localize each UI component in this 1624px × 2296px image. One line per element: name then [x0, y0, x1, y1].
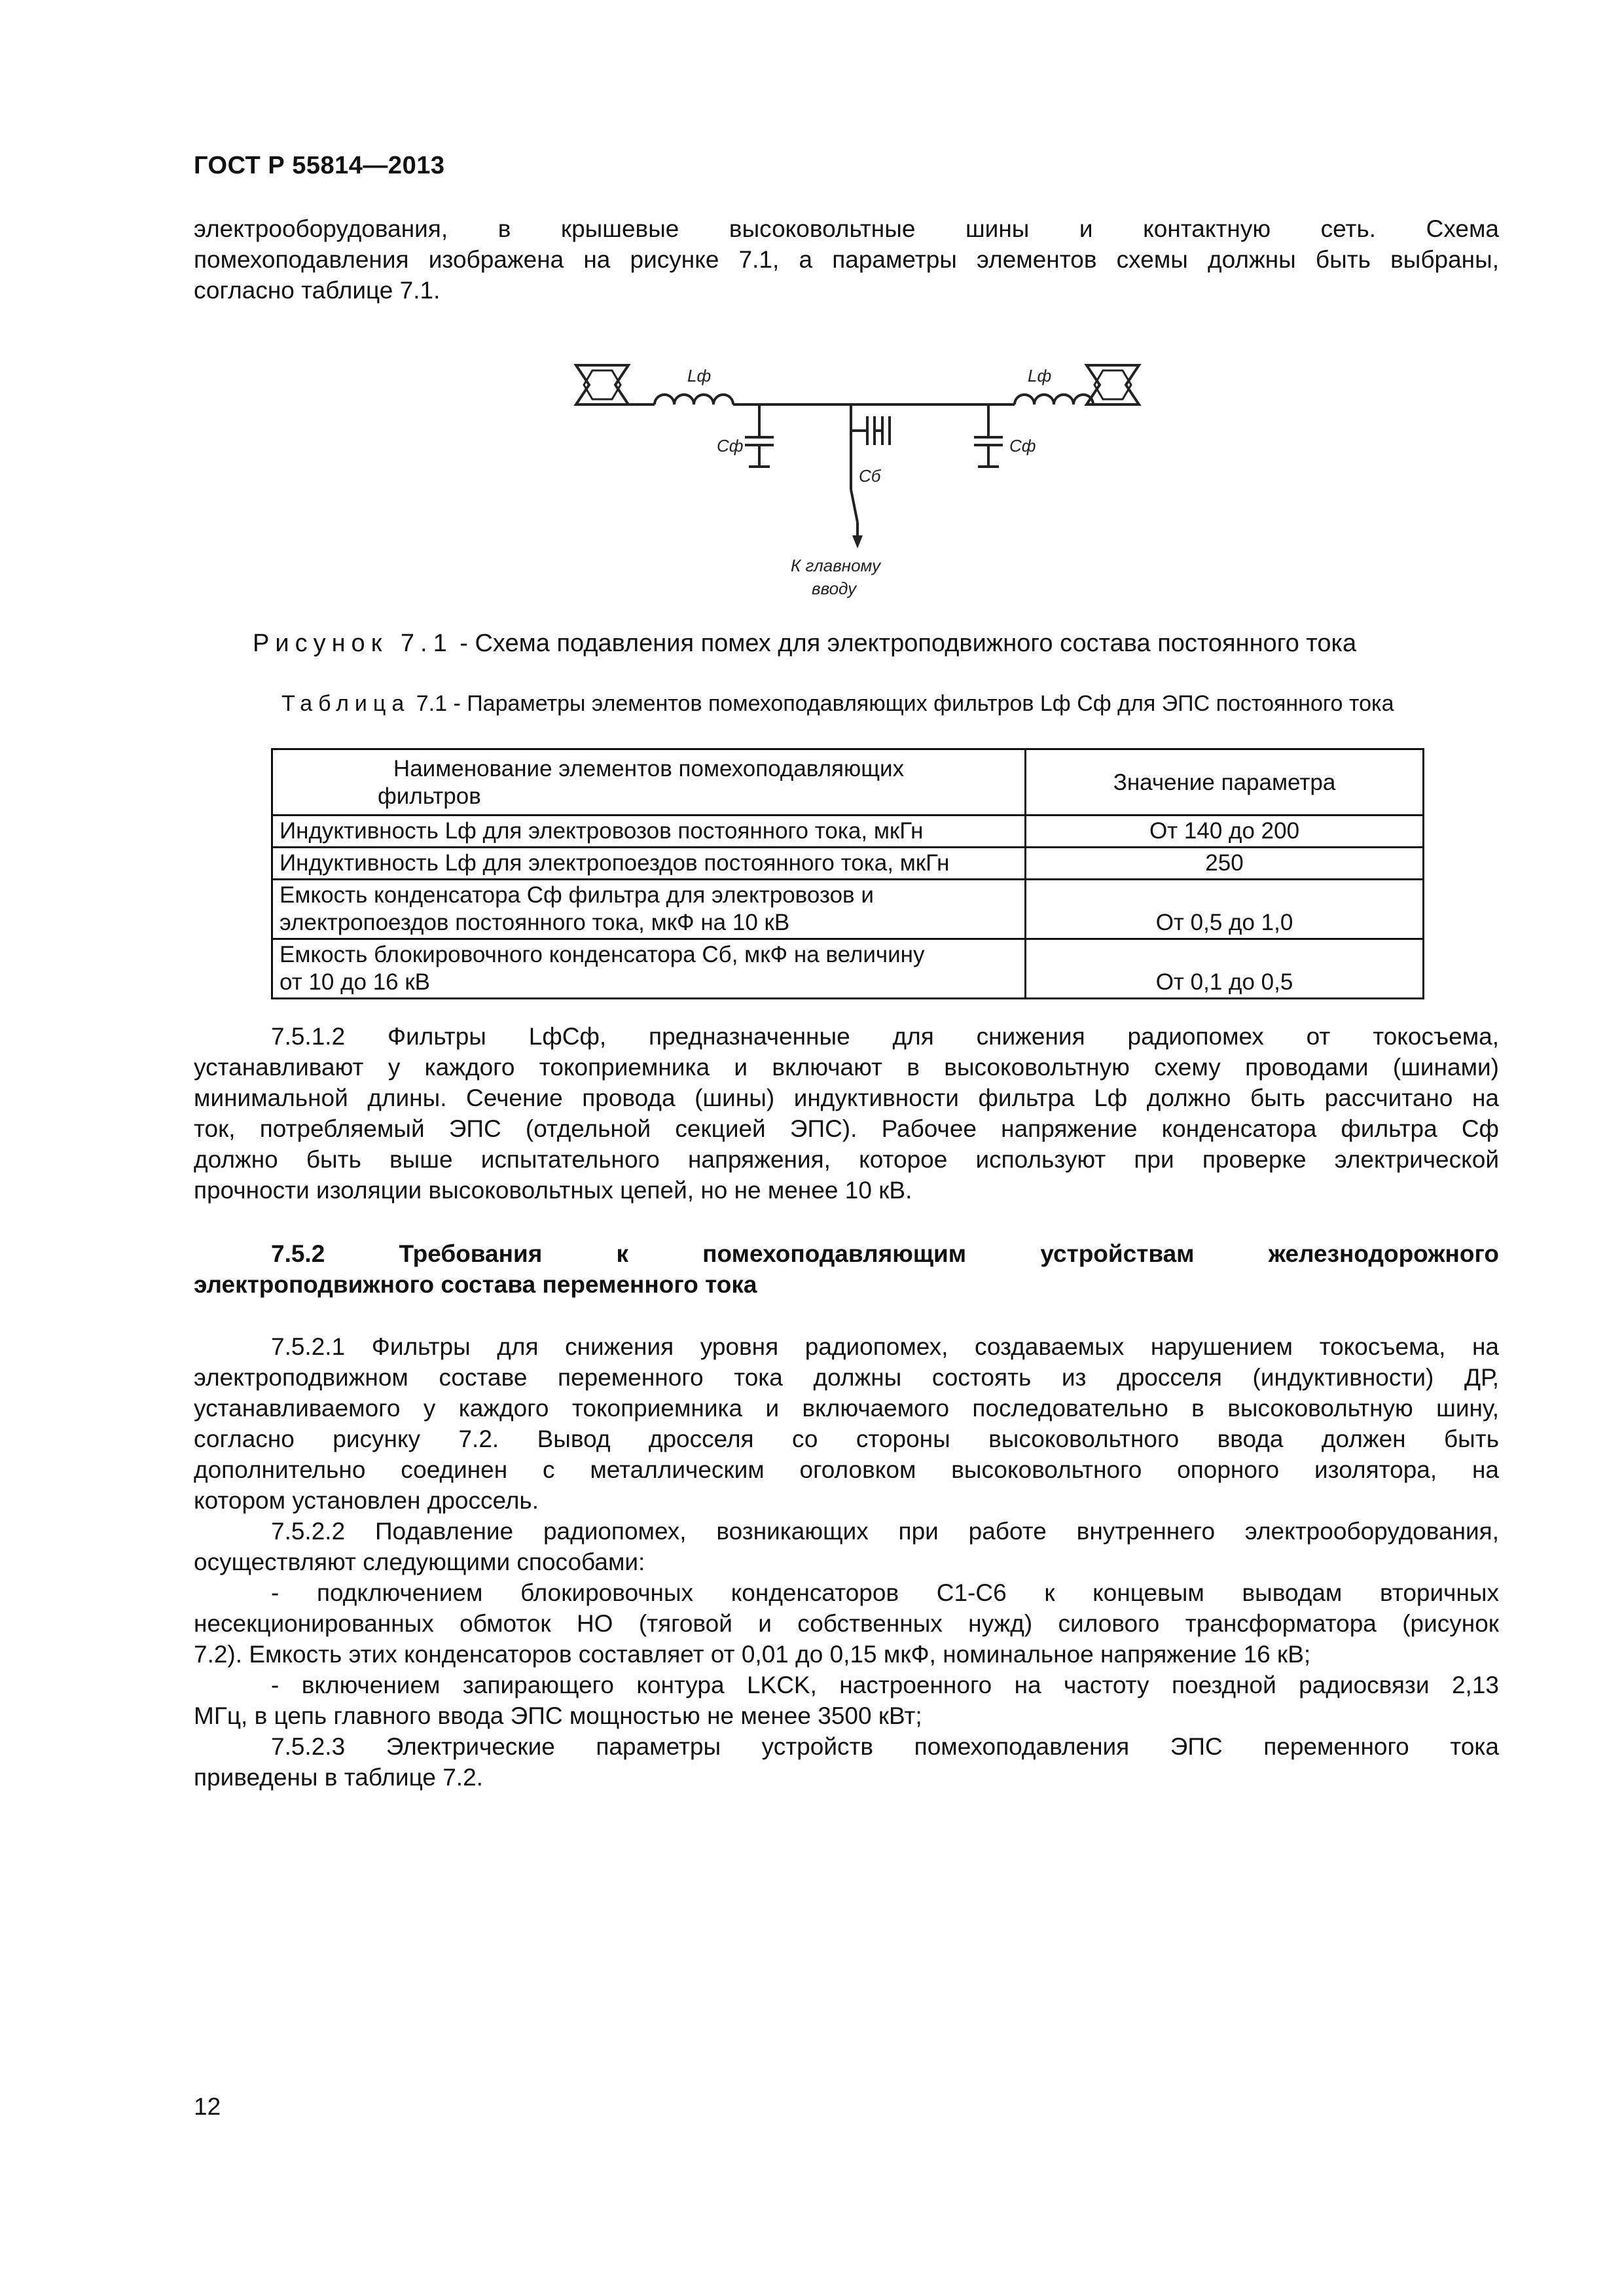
- label-feed-1: К главному: [791, 556, 881, 575]
- row-value-cell: От 140 до 200: [1026, 816, 1424, 848]
- text-line: согласно таблице 7.1.: [194, 277, 441, 304]
- heading-line: электроподвижного состава переменного тока: [194, 1271, 757, 1298]
- row-name-cell: Индуктивность Lф для электровозов постоянного тока, мкГн: [272, 816, 1026, 848]
- text-line: минимальной длины. Сечение провода (шины) индуктивности фильтра Lф должно быть рассчитано на: [194, 1085, 1499, 1111]
- figure-caption-text: - Схема подавления помех для электроподвижного состава постоянного тока: [452, 630, 1357, 657]
- row-value-cell: От 0,5 до 1,0: [1026, 880, 1424, 939]
- paragraph-7-5-2-2: [194, 1516, 1499, 1731]
- text-line: помехоподавления изображена на рисунке 7.1, а параметры элементов схемы должны быть выбраны,: [194, 246, 1499, 273]
- paragraph-7-5-2-3: [194, 1731, 1499, 1793]
- row-value-cell: 250: [1026, 848, 1424, 880]
- row-name-cell: Емкость блокировочного конденсатора Cб, мкФ на величину от 10 до 16 кВ: [272, 939, 1026, 999]
- text-line: устанавливают у каждого токоприемника и включают в высоковольтную схему проводами (шинами): [194, 1054, 1499, 1081]
- left-inductor: [655, 395, 733, 404]
- row-value-cell: От 0,1 до 0,5: [1026, 939, 1424, 999]
- text-line: 7.5.1.2 Фильтры LфCф, предназначенные для снижения радиопомех от токосъема,: [271, 1023, 1499, 1050]
- label-lf-left: Lф: [687, 366, 712, 386]
- schematic-diagram: [569, 352, 1146, 601]
- text-line: прочности изоляции высоковольтных цепей, но не менее 10 кВ.: [194, 1177, 912, 1204]
- figure-caption: [253, 630, 1356, 658]
- header-cell-value: Значение параметра: [1026, 749, 1424, 816]
- intro-paragraph: [194, 213, 1499, 306]
- paragraph-7-5-2-1: [194, 1331, 1499, 1516]
- parameters-table: [271, 748, 1424, 999]
- text-line: несекционированных обмоток НО (тяговой и собственных нужд) силового трансформатора (рисунок: [194, 1610, 1499, 1637]
- text-line: 7.5.2.3 Электрические параметры устройств помехоподавления ЭПС переменного тока: [271, 1733, 1499, 1760]
- table-row: [272, 939, 1424, 999]
- label-cf-right: Cф: [1009, 436, 1036, 456]
- text-line: МГц, в цепь главного ввода ЭПС мощностью не менее 3500 кВт;: [194, 1702, 922, 1729]
- standard-header: ГОСТ Р 55814—2013: [194, 152, 445, 179]
- text-line: котором установлен дроссель.: [194, 1487, 539, 1514]
- table-caption-text: 7.1 - Параметры элементов помехоподавляющих фильтров Lф Cф для ЭПС постоянного тока: [416, 691, 1394, 716]
- paragraph-7-5-1-2: [194, 1021, 1499, 1206]
- text-line: электрооборудования, в крышевые высоковольтные шины и контактную сеть. Схема: [194, 215, 1499, 242]
- row-name-cell: Индуктивность Lф для электропоездов постоянного тока, мкГн: [272, 848, 1026, 880]
- section-heading-7-5-2: [194, 1238, 1499, 1300]
- label-cb: Cб: [859, 466, 881, 486]
- table-caption: [281, 691, 1394, 717]
- header-cell-name: Наименование элементов помехоподавляющих фильтров: [272, 749, 1026, 816]
- text-line: ток, потребляемый ЭПС (отдельной секцией ЭПС). Рабочее напряжение конденсатора фильтра Cф: [194, 1115, 1499, 1142]
- page-number: 12: [194, 2093, 221, 2120]
- text-line: 7.5.2.2 Подавление радиопомех, возникающих при работе внутреннего электрооборудования,: [271, 1518, 1499, 1545]
- filter-schematic-figure: [569, 352, 1146, 601]
- label-cf-left: Cф: [717, 436, 744, 456]
- label-lf-right: Lф: [1028, 366, 1052, 386]
- row-name-cell: Емкость конденсатора Cф фильтра для электровозов и электропоездов постоянного тока, мкФ на 10 кВ: [272, 880, 1026, 939]
- text-line: согласно рисунку 7.2. Вывод дросселя со стороны высоковольтного ввода должен быть: [194, 1426, 1499, 1452]
- label-feed-2: вводу: [812, 579, 857, 598]
- table-caption-prefix: Таблица: [281, 691, 410, 716]
- text-line: должно быть выше испытательного напряжения, которое используют при проверке электрической: [194, 1146, 1499, 1173]
- text-line: осуществляют следующими способами:: [194, 1549, 645, 1575]
- text-line: 7.5.2.1 Фильтры для снижения уровня радиопомех, создаваемых нарушением токосъема, на: [271, 1333, 1499, 1360]
- text-line: приведены в таблице 7.2.: [194, 1764, 483, 1791]
- arrow-down-icon: [852, 535, 863, 548]
- text-line: дополнительно соединен с металлическим оголовком высоковольтного опорного изолятора, на: [194, 1456, 1499, 1483]
- text-line: - подключением блокировочных конденсаторов С1-С6 к концевым выводам вторичных: [271, 1579, 1499, 1606]
- table-row: [272, 848, 1424, 880]
- text-line: - включением запирающего контура LKCK, настроенного на частоту поездной радиосвязи 2,13: [271, 1672, 1499, 1698]
- text-line: электроподвижном составе переменного тока должны состоять из дросселя (индуктивности) ДР,: [194, 1364, 1499, 1391]
- text-line: устанавливаемого у каждого токоприемника и включаемого последовательно в высоковольтную шину,: [194, 1395, 1499, 1422]
- right-inductor: [1015, 395, 1093, 404]
- table-header-row: [272, 749, 1424, 816]
- table-row: [272, 880, 1424, 939]
- figure-caption-prefix: Рисунок 7.1: [253, 630, 453, 657]
- table-row: [272, 816, 1424, 848]
- text-line: 7.2). Емкость этих конденсаторов составляет от 0,01 до 0,15 мкФ, номинальное напряжение 16 кВ;: [194, 1641, 1311, 1668]
- heading-line: 7.5.2 Требования к помехоподавляющим устройствам железнодорожного: [271, 1240, 1499, 1267]
